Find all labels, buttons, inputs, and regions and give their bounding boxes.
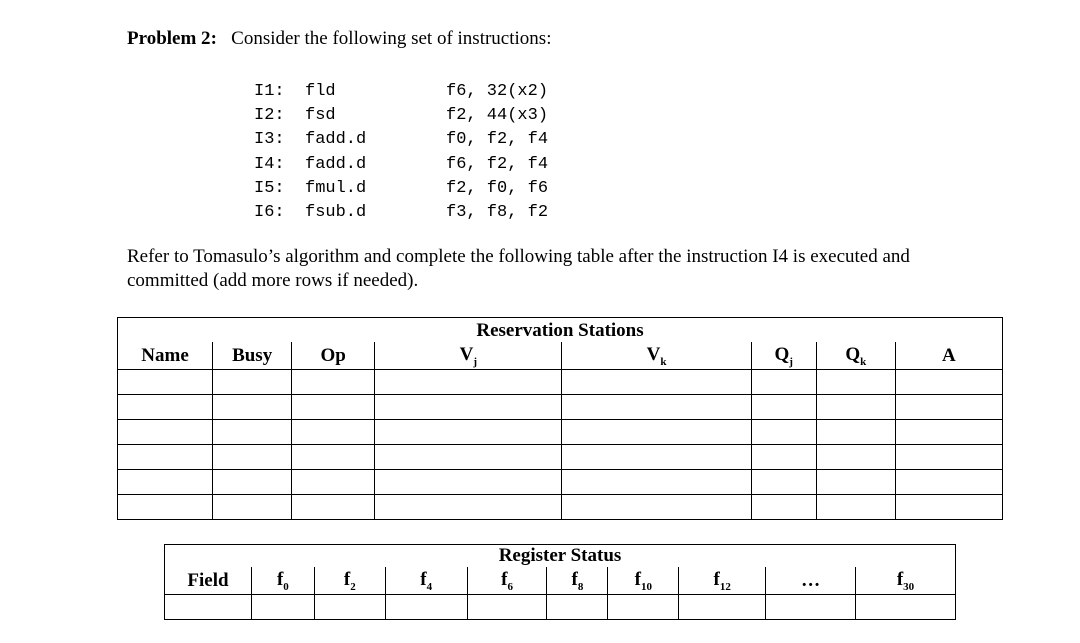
reservation-cell[interactable] — [118, 370, 213, 395]
register-header-subscript: 10 — [640, 580, 652, 593]
reservation-header-cell — [213, 342, 292, 370]
reservation-header-cell — [292, 342, 375, 370]
reservation-header-cell — [375, 342, 562, 370]
register-status-table — [164, 544, 956, 620]
instruction-operands: f2, f0, f6 — [446, 178, 549, 198]
register-header-cell — [766, 567, 856, 595]
reservation-cell[interactable] — [751, 470, 816, 495]
register-header-subscript: 0 — [283, 580, 289, 593]
register-header-label: f — [276, 568, 284, 590]
reservation-cell[interactable] — [895, 370, 1002, 395]
instruction-row — [254, 80, 548, 104]
reservation-header-label: Q — [845, 343, 861, 365]
register-header-subscript: 30 — [903, 580, 915, 593]
instruction-id: I6: — [254, 203, 285, 223]
reservation-cell[interactable] — [213, 495, 292, 520]
reservation-cell[interactable] — [213, 420, 292, 445]
register-row — [165, 595, 956, 620]
instruction-opcode: fadd.d — [305, 130, 367, 150]
register-cell[interactable] — [251, 595, 314, 620]
register-cell[interactable] — [608, 595, 679, 620]
instruction-opcode: fadd.d — [305, 154, 367, 174]
reservation-cell[interactable] — [292, 445, 375, 470]
reservation-cell[interactable] — [213, 370, 292, 395]
register-header-label: … — [801, 569, 821, 591]
register-header-cell — [385, 567, 467, 595]
register-header-cell — [165, 567, 252, 595]
register-header-cell — [856, 567, 956, 595]
register-header-subscript: 4 — [426, 580, 433, 593]
register-header-label: Field — [187, 569, 229, 591]
reservation-cell[interactable] — [213, 395, 292, 420]
reservation-header-label: A — [942, 344, 956, 366]
register-status-title: Register Status — [165, 545, 956, 568]
register-header-cell — [467, 567, 547, 595]
register-header-subscript: 8 — [577, 580, 584, 593]
instruction-row — [254, 177, 548, 201]
reservation-cell[interactable] — [751, 495, 816, 520]
instruction-opcode: fmul.d — [305, 178, 367, 198]
reservation-cell[interactable] — [562, 395, 751, 420]
reservation-header-label: V — [646, 343, 661, 365]
instruction-row — [254, 201, 548, 225]
reservation-cell[interactable] — [562, 470, 751, 495]
reservation-row — [118, 470, 1003, 495]
instruction-opcode: fsd — [305, 106, 336, 126]
register-header-label: f — [420, 568, 427, 590]
reservation-cell[interactable] — [895, 470, 1002, 495]
instructions-paragraph: Refer to Tomasulo’s algorithm and complete the following table after the instruction I4 is executed and committed (add more rows if needed). — [127, 246, 910, 291]
reservation-cell[interactable] — [375, 495, 562, 520]
reservation-cell[interactable] — [292, 370, 375, 395]
register-header-label: f — [713, 568, 720, 590]
reservation-header-subscript: k — [860, 355, 867, 368]
reservation-cell[interactable] — [816, 370, 895, 395]
reservation-cell[interactable] — [895, 445, 1002, 470]
register-cell[interactable] — [547, 595, 608, 620]
register-header-label: f — [501, 568, 508, 590]
reservation-header-cell — [816, 342, 895, 370]
reservation-cell[interactable] — [816, 420, 895, 445]
register-cell[interactable] — [766, 595, 856, 620]
instruction-opcode: fsub.d — [305, 203, 367, 223]
instruction-operands: f2, 44(x3) — [446, 106, 549, 126]
register-cell[interactable] — [679, 595, 766, 620]
reservation-header-label: Busy — [232, 344, 273, 366]
instruction-id: I3: — [254, 130, 285, 150]
register-header-label: f — [343, 568, 351, 590]
reservation-cell[interactable] — [375, 445, 562, 470]
instruction-operands: f6, 32(x2) — [446, 82, 549, 101]
reservation-cell[interactable] — [375, 370, 562, 395]
reservation-header-label: Name — [141, 344, 189, 366]
reservation-stations-table — [117, 317, 1003, 520]
instruction-listing — [254, 80, 548, 225]
reservation-cell[interactable] — [562, 445, 751, 470]
register-cell[interactable] — [314, 595, 385, 620]
reservation-cell[interactable] — [816, 470, 895, 495]
reservation-stations-title: Reservation Stations — [118, 318, 1003, 343]
instruction-row — [254, 128, 548, 152]
reservation-row — [118, 395, 1003, 420]
reservation-row — [118, 420, 1003, 445]
instruction-operands: f0, f2, f4 — [446, 130, 549, 150]
problem-statement — [127, 28, 551, 50]
reservation-header-cell — [895, 342, 1002, 370]
instruction-id: I2: — [254, 106, 285, 126]
reservation-cell[interactable] — [375, 420, 562, 445]
register-header-cell — [314, 567, 385, 595]
reservation-header-subscript: j — [473, 355, 478, 368]
reservation-cell[interactable] — [751, 395, 816, 420]
reservation-cell[interactable] — [751, 420, 816, 445]
reservation-cell[interactable] — [118, 470, 213, 495]
reservation-cell[interactable] — [375, 470, 562, 495]
reservation-row — [118, 370, 1003, 395]
register-header-cell — [679, 567, 766, 595]
reservation-cell[interactable] — [751, 445, 816, 470]
problem-colon: : — [210, 28, 217, 49]
reservation-cell[interactable] — [292, 420, 375, 445]
register-header-cell — [608, 567, 679, 595]
instruction-id: I4: — [254, 154, 285, 174]
reservation-cell[interactable] — [895, 495, 1002, 520]
instruction-id: I5: — [254, 178, 285, 198]
reservation-cell[interactable] — [562, 370, 751, 395]
instruction-opcode: fld — [305, 82, 336, 101]
register-header-subscript: 6 — [507, 580, 513, 593]
register-header-subscript: 12 — [719, 580, 731, 593]
reservation-cell[interactable] — [213, 445, 292, 470]
reservation-header-label: Op — [320, 344, 346, 366]
reservation-header-cell — [562, 342, 751, 370]
reservation-cell[interactable] — [816, 495, 895, 520]
reservation-header-subscript: j — [789, 355, 793, 368]
instruction-id: I1: — [254, 82, 285, 101]
reservation-header-label: Q — [774, 343, 790, 365]
reservation-cell[interactable] — [292, 395, 375, 420]
register-header-cell — [251, 567, 314, 595]
reservation-header-cell — [118, 342, 213, 370]
reservation-cell[interactable] — [118, 495, 213, 520]
reservation-cell[interactable] — [751, 370, 816, 395]
reservation-cell[interactable] — [895, 395, 1002, 420]
problem-intro: Consider the following set of instructions: — [231, 28, 552, 49]
reservation-header-row — [118, 342, 1003, 370]
instruction-row — [254, 104, 548, 128]
reservation-row — [118, 495, 1003, 520]
register-header-label: f — [634, 568, 641, 590]
reservation-cell[interactable] — [118, 395, 213, 420]
reservation-cell[interactable] — [375, 395, 562, 420]
register-cell[interactable] — [856, 595, 956, 620]
register-cell[interactable] — [385, 595, 467, 620]
register-header-label: f — [571, 568, 578, 590]
reservation-cell[interactable] — [118, 420, 213, 445]
reservation-cell[interactable] — [816, 395, 895, 420]
reservation-row — [118, 445, 1003, 470]
reservation-cell[interactable] — [562, 420, 751, 445]
reservation-cell[interactable] — [816, 445, 895, 470]
reservation-cell[interactable] — [292, 495, 375, 520]
register-cell[interactable] — [467, 595, 547, 620]
register-header-subscript: 2 — [350, 580, 356, 593]
reservation-cell[interactable] — [213, 470, 292, 495]
reservation-header-label: V — [459, 343, 474, 365]
instruction-operands: f6, f2, f4 — [446, 154, 549, 174]
register-header-row — [165, 567, 956, 595]
reservation-cell[interactable] — [118, 445, 213, 470]
instruction-operands: f3, f8, f2 — [446, 203, 549, 223]
register-header-label: f — [896, 568, 904, 590]
register-header-cell — [547, 567, 608, 595]
reservation-cell[interactable] — [292, 470, 375, 495]
reservation-header-cell — [751, 342, 816, 370]
register-cell[interactable] — [165, 595, 252, 620]
reservation-header-subscript: k — [660, 355, 667, 368]
problem-label: Problem 2 — [127, 28, 211, 49]
reservation-cell[interactable] — [895, 420, 1002, 445]
reservation-cell[interactable] — [562, 495, 751, 520]
instruction-row — [254, 153, 548, 177]
